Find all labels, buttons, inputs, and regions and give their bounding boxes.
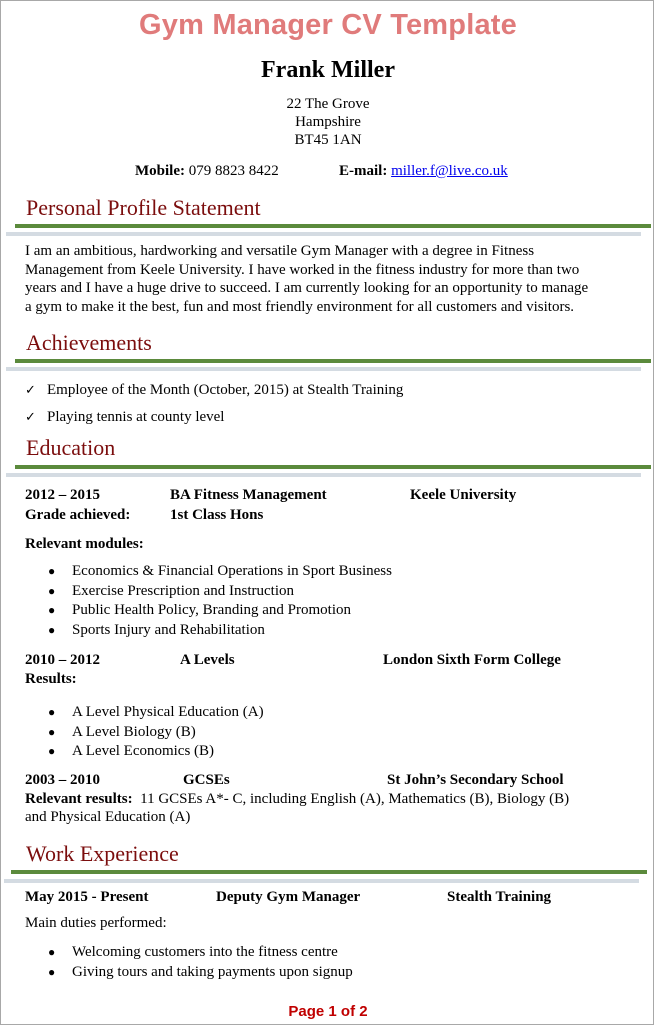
gcses-dates: 2003 – 2010 bbox=[25, 772, 100, 788]
document-title: Gym Manager CV Template bbox=[139, 9, 517, 41]
gcses-results-line: 11 GCSEs A*- C, including English (A), Mathematics (B), Biology (B) bbox=[140, 791, 570, 807]
module-item bbox=[48, 601, 392, 621]
alevels-results-list bbox=[48, 703, 264, 762]
duty-text: Giving tours and taking payments upon signup bbox=[72, 963, 353, 980]
section-rule-grey bbox=[4, 879, 639, 883]
mobile-contact bbox=[135, 163, 279, 180]
mobile-number: 079 8823 8422 bbox=[188, 163, 279, 179]
email-contact bbox=[339, 163, 508, 180]
bullet-icon: ● bbox=[48, 945, 56, 959]
duty-item bbox=[48, 943, 353, 963]
section-rule-green bbox=[15, 224, 651, 228]
bullet-icon: ● bbox=[48, 705, 56, 719]
result-text: A Level Physical Education (A) bbox=[72, 704, 264, 720]
achievement-text: Playing tennis at county level bbox=[47, 409, 225, 425]
gcses-results-line: and Physical Education (A) bbox=[25, 809, 191, 825]
profile-line: a gym to make it the best, fun and most friendly environment for all customers and visitors. bbox=[25, 298, 575, 315]
job-company: Stealth Training bbox=[447, 889, 552, 905]
address-line-3: BT45 1AN bbox=[294, 132, 362, 148]
bullet-icon: ● bbox=[48, 622, 56, 637]
modules-label: Relevant modules: bbox=[25, 536, 144, 552]
alevels-institution: London Sixth Form College bbox=[383, 652, 561, 668]
bullet-icon: ● bbox=[48, 603, 56, 617]
section-rule-grey bbox=[6, 473, 641, 477]
degree-dates: 2012 – 2015 bbox=[25, 487, 100, 503]
profile-line: I am an ambitious, hardworking and versatile Gym Manager with a degree in Fitness bbox=[25, 243, 535, 259]
degree-qualification: BA Fitness Management bbox=[170, 487, 327, 503]
section-rule-green bbox=[11, 870, 647, 874]
duty-item bbox=[48, 963, 353, 983]
job-title: Deputy Gym Manager bbox=[216, 889, 361, 905]
mobile-label: Mobile: bbox=[135, 163, 185, 179]
achievement-item bbox=[25, 409, 224, 426]
section-heading-work: Work Experience bbox=[26, 841, 179, 866]
result-item bbox=[48, 742, 264, 762]
bullet-icon: ● bbox=[48, 964, 56, 979]
section-rule-green bbox=[15, 465, 651, 469]
module-text: Public Health Policy, Branding and Promotion bbox=[72, 602, 352, 618]
result-text: A Level Economics (B) bbox=[72, 743, 215, 759]
candidate-name: Frank Miller bbox=[261, 57, 395, 83]
achievement-text: Employee of the Month (October, 2015) at Stealth Training bbox=[47, 382, 404, 398]
gcses-results-label: Relevant results: bbox=[25, 791, 133, 807]
degree-institution: Keele University bbox=[410, 487, 517, 503]
gcses-institution: St John’s Secondary School bbox=[387, 772, 564, 788]
module-item bbox=[48, 621, 392, 641]
alevels-qualification: A Levels bbox=[180, 652, 235, 668]
duty-text: Welcoming customers into the fitness centre bbox=[72, 944, 338, 960]
bullet-icon: ● bbox=[48, 583, 56, 598]
result-text: A Level Biology (B) bbox=[72, 723, 196, 740]
address-line-1: 22 The Grove bbox=[286, 96, 370, 112]
result-item bbox=[48, 703, 264, 723]
grade-value: 1st Class Hons bbox=[170, 507, 264, 523]
section-rule-grey bbox=[6, 232, 641, 236]
section-rule-green bbox=[15, 359, 651, 363]
module-text: Economics & Financial Operations in Sport Business bbox=[72, 563, 392, 579]
module-text: Sports Injury and Rehabilitation bbox=[72, 621, 265, 638]
gcses-results bbox=[25, 791, 569, 808]
section-heading-education: Education bbox=[26, 435, 116, 460]
profile-line: Management from Keele University. I have worked in the fitness industry for more than two bbox=[25, 261, 580, 278]
modules-list bbox=[48, 562, 392, 640]
achievement-item bbox=[25, 382, 403, 399]
alevels-results-label: Results: bbox=[25, 671, 77, 687]
job-dates: May 2015 - Present bbox=[25, 889, 149, 905]
duties-list bbox=[48, 943, 353, 982]
alevels-dates: 2010 – 2012 bbox=[25, 652, 100, 668]
page-number: Page 1 of 2 bbox=[288, 1003, 368, 1020]
module-item bbox=[48, 562, 392, 582]
duties-label: Main duties performed: bbox=[25, 915, 167, 931]
checkmark-icon: ✓ bbox=[25, 409, 36, 424]
profile-statement bbox=[25, 242, 635, 316]
result-item bbox=[48, 723, 264, 743]
address-line-2: Hampshire bbox=[295, 114, 361, 130]
email-label: E-mail: bbox=[339, 163, 388, 179]
section-rule-grey bbox=[6, 367, 641, 371]
section-heading-achievements: Achievements bbox=[26, 330, 152, 355]
grade-label: Grade achieved: bbox=[25, 507, 131, 523]
module-text: Exercise Prescription and Instruction bbox=[72, 582, 295, 599]
module-item bbox=[48, 582, 392, 602]
bullet-icon: ● bbox=[48, 564, 56, 578]
bullet-icon: ● bbox=[48, 744, 56, 758]
bullet-icon: ● bbox=[48, 724, 56, 739]
gcses-qualification: GCSEs bbox=[183, 772, 230, 788]
section-heading-profile: Personal Profile Statement bbox=[26, 195, 261, 220]
profile-line: years and I have a huge drive to succeed. I am currently looking for an opportunity to manage bbox=[25, 280, 589, 296]
email-link[interactable]: miller.f@live.co.uk bbox=[391, 163, 508, 179]
checkmark-icon: ✓ bbox=[25, 382, 36, 397]
